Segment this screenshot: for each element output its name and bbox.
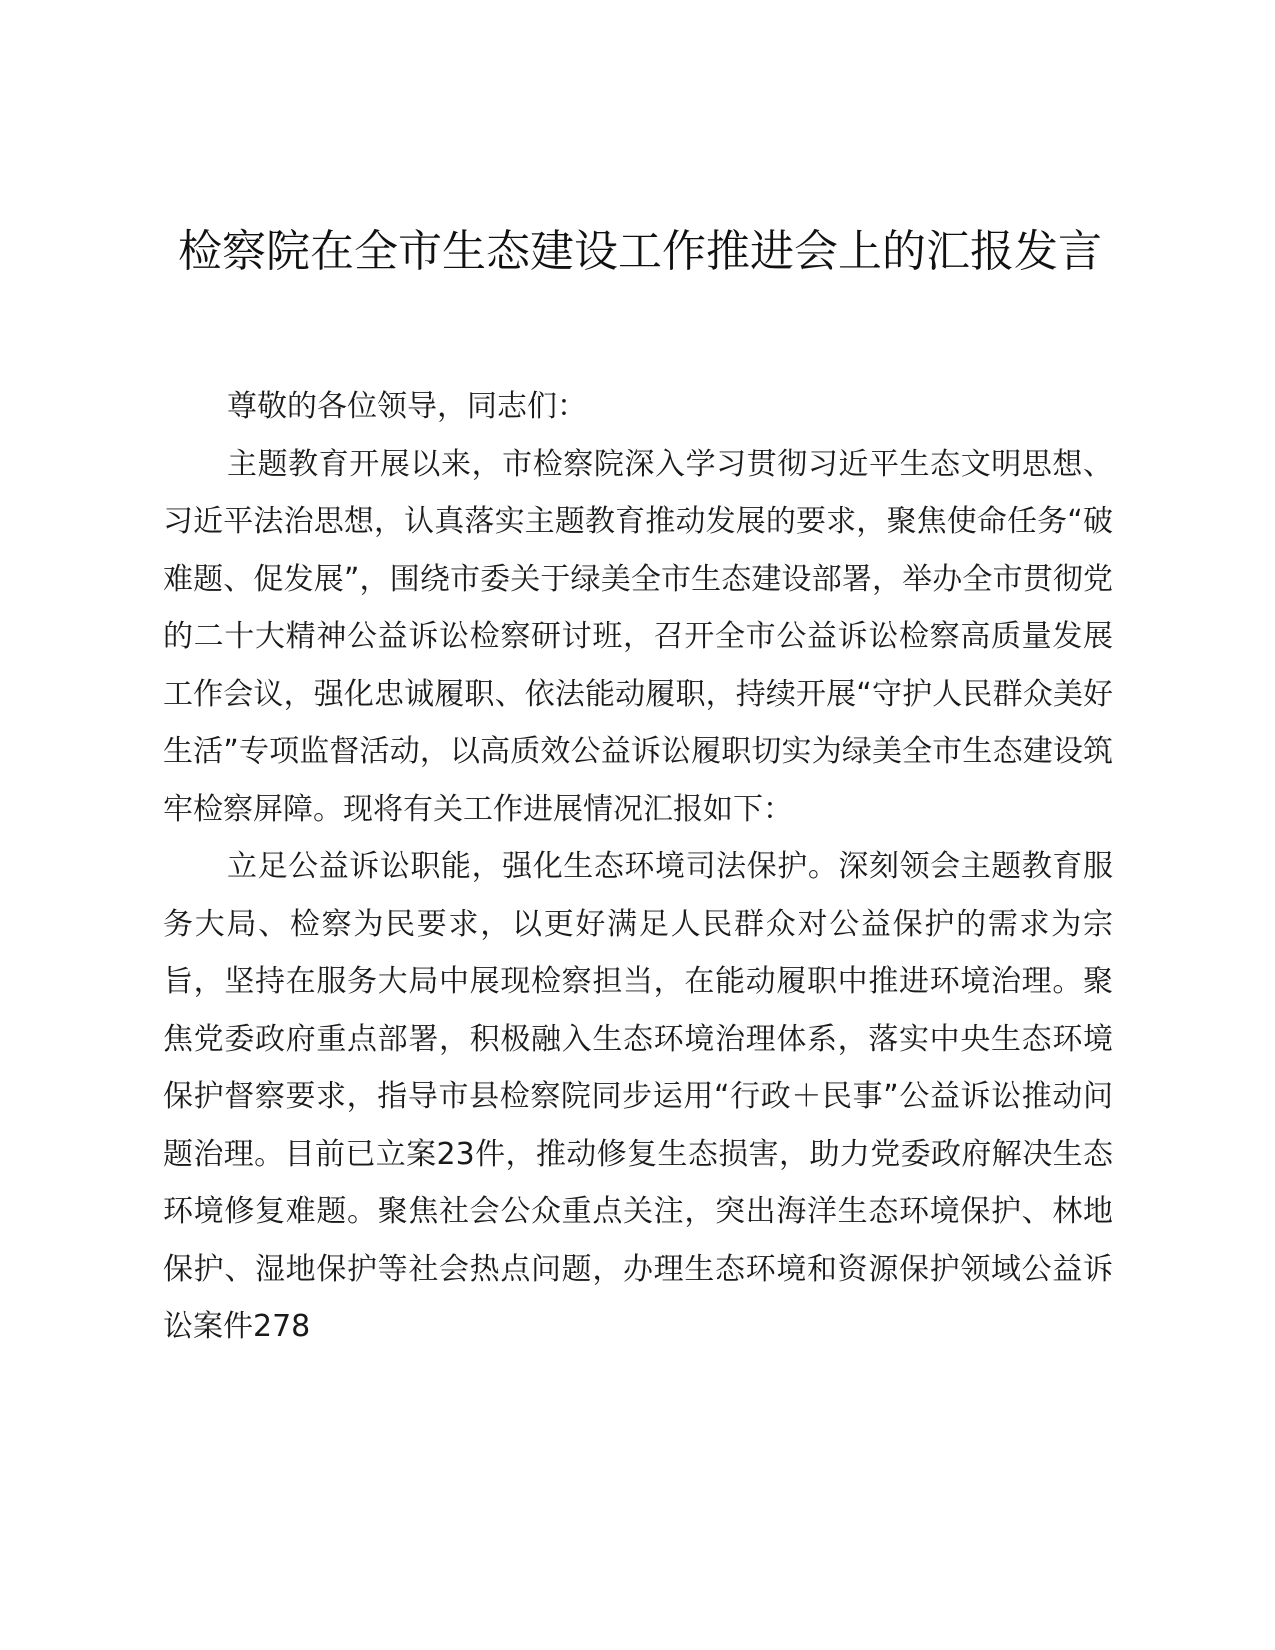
salutation: 尊敬的各位领导，同志们： — [227, 389, 587, 424]
paragraph-section-1: 立足公益诉讼职能，强化生态环境司法保护。深刻领会主题教育服务大局、检察为民要求，以更好满足人民群众对公益保护的需求为宗旨，坚持在服务大局中展现检察担当，在能动履职中推进环境治理。聚焦党委政府重点部署，积极融入生态环境治理体系，落实中央生态环境保护督察要求，指导市县检察院同步运用“行政＋民事”公益诉讼推动问题治理。目前已立案23件，推动修复生态损害，助力党委政府解决生态环境修复难题。聚焦社会公众重点关注，突出海洋生态环境保护、林地保护、湿地保护等社会热点问题，办理生态环境和资源保护领域公益诉讼案件278 — [163, 849, 1113, 1344]
paragraph-intro: 主题教育开展以来，市检察院深入学习贯彻习近平生态文明思想、习近平法治思想，认真落实主题教育推动发展的要求，聚焦使命任务“破难题、促发展”，围绕市委关于绿美全市生态建设部署，举办全市贯彻党的二十大精神公益诉讼检察研讨班，召开全市公益诉讼检察高质量发展工作会议，强化忠诚履职、依法能动履职，持续开展“守护人民群众美好生活”专项监督活动，以高质效公益诉讼履职切实为绿美全市生态建设筑牢检察屏障。现将有关工作进展情况汇报如下： — [163, 446, 1113, 827]
document-title: 检察院在全市生态建设工作推进会上的汇报发言 — [178, 226, 1102, 277]
document-body — [163, 378, 1113, 1356]
